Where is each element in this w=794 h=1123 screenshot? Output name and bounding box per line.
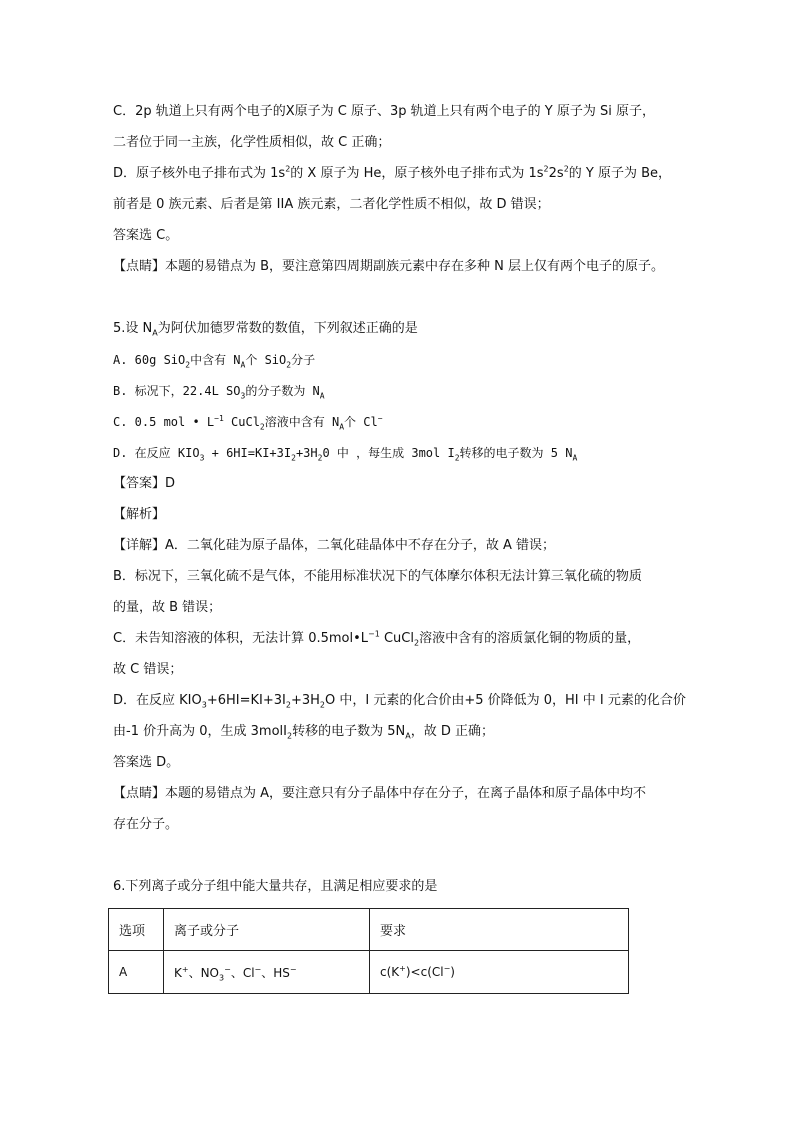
- q4-option-d-line1: D．原子核外电子排布式为 $1s^2$的 X 原子为 He，原子核外电子排布式为 $1s^22s^2$的 Y 原子为 Be，: [113, 164, 672, 181]
- q5-option-d: D. 在反应 $KIO_3 + 6HI=KI+3I_2+3H_20$ 中 ，每生成 3mol $I_2$转移的电子数为 5 $N_A$: [113, 446, 578, 463]
- q5-detail-d-line2: 由-1 价升高为 0，生成 3molI$_2$转移的电子数为 $5N_A$，故 D 正确；: [113, 724, 494, 741]
- q4-tip: 【点睛】本题的易错点为 B，要注意第四周期副族元素中存在多种 N 层上仅有两个电子的原子。: [113, 259, 665, 274]
- table-header-row: [109, 909, 629, 951]
- cell-ions: K+、$NO_3^-$、Cl−、HS−: [164, 951, 370, 994]
- q4-option-d-line2: 前者是 0 族元素、后者是第 IIA 族元素，二者化学性质不相似，故 D 错误；: [113, 197, 550, 212]
- q6-table: [108, 908, 629, 994]
- q5-stem: 5.设 $N_A$为阿伏加德罗常数的数值，下列叙述正确的是: [113, 321, 418, 338]
- q5-detail-b-line1: B．标况下，三氧化硫不是气体，不能用标准状况下的气体摩尔体积无法计算三氧化硫的物质: [113, 569, 642, 584]
- q5-detail-d-line1: D．在反应 $KIO_3+6HI=KI+3I_2+3H_2O$ 中，I 元素的化合价由+5 价降低为 0，HI 中 I 元素的化合价: [113, 693, 686, 710]
- q5-detail-c-line1: C．未告知溶液的体积，无法计算 $0.5mol•L^{-1}$ CuCl$_2$溶液中含有的溶质氯化铜的物质的量，: [113, 629, 641, 648]
- header-option: 选项: [109, 909, 164, 951]
- q6-stem: 6.下列离子或分子组中能大量共存，且满足相应要求的是: [113, 879, 438, 894]
- table-row: [109, 951, 629, 994]
- q5-detail-c-line2: 故 C 错误；: [113, 662, 183, 677]
- q5-detail-a: 【详解】A．二氧化硅为原子晶体，二氧化硅晶体中不存在分子，故 A 错误；: [113, 538, 556, 553]
- q5-option-b: B. 标况下，22.4L $SO_3$的分子数为 $N_A$: [113, 384, 325, 401]
- q5-tip-line2: 存在分子。: [113, 817, 179, 832]
- cell-option: A: [109, 951, 164, 994]
- q4-option-c-line1: C．2p 轨道上只有两个电子的X原子为 C 原子、3p 轨道上只有两个电子的 Y 原子为 Si 原子，: [113, 104, 655, 119]
- q4-option-c-line2: 二者位于同一主族，化学性质相似，故 C 正确；: [113, 135, 391, 150]
- q5-analysis-heading: 【解析】: [113, 507, 166, 522]
- q5-detail-b-line2: 的量，故 B 错误；: [113, 600, 222, 615]
- header-ions: 离子或分子: [164, 909, 370, 951]
- q5-tip-line1: 【点睛】本题的易错点为 A，要注意只有分子晶体中存在分子，在离子晶体和原子晶体中均不: [113, 786, 647, 801]
- q5-option-c: C. 0.5 mol • $L^{-1}$ CuCl$_2$溶液中含有 $N_A$个 Cl−: [113, 414, 383, 432]
- q5-option-a: A. 60g SiO$_2$中含有 $N_A$个 SiO$_2$分子: [113, 353, 316, 370]
- q5-answer: 【答案】D: [113, 476, 176, 491]
- q5-final-answer: 答案选 D。: [113, 755, 180, 770]
- q4-answer: 答案选 C。: [113, 228, 179, 243]
- header-requirement: 要求: [370, 909, 629, 951]
- cell-requirement: c(K+)<c(Cl−): [370, 951, 629, 994]
